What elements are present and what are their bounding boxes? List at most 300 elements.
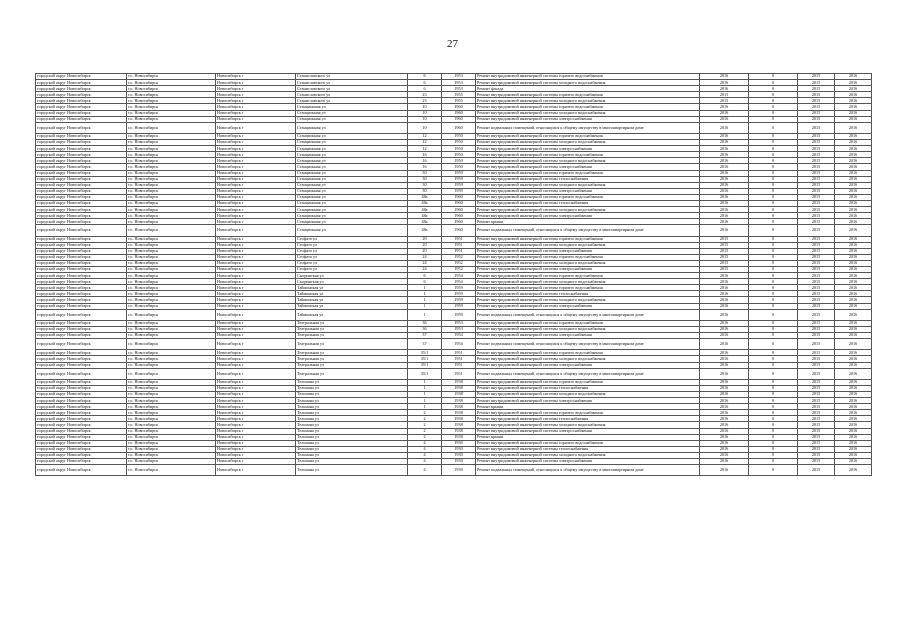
city-cell: Новосибирск г <box>216 188 296 194</box>
district-cell: г.о. Новосибирск <box>127 116 216 122</box>
street-cell: Тайминская ул <box>296 297 408 303</box>
municipality-cell: городской округ Новосибирск <box>36 146 127 152</box>
value-cell: 0 <box>749 254 798 260</box>
municipality-cell: городской округ Новосибирск <box>36 164 127 170</box>
value-cell: 0 <box>749 350 798 356</box>
work-type-cell: Ремонт внутридомовой инженерной системы теплоснабжения <box>476 176 700 182</box>
work-type-cell: Ремонт внутридомовой инженерной системы горячего водоснабжения <box>476 350 700 356</box>
house-number-cell: 1 <box>408 303 442 309</box>
street-cell: Тельмана ул <box>296 391 408 397</box>
house-number-cell: 10 <box>408 122 442 133</box>
year-built-cell: 1959 <box>442 182 476 188</box>
work-type-cell: Ремонт подвальных помещений, относящихся к общему имуществу в многоквартирном доме <box>476 339 700 350</box>
street-cell: Станиславского ул <box>296 86 408 92</box>
city-cell: Новосибирск г <box>216 110 296 116</box>
year-built-cell: 1930 <box>442 446 476 452</box>
work-type-cell: Ремонт крыши <box>476 404 700 410</box>
value-cell: 0 <box>749 213 798 219</box>
city-cell: Новосибирск г <box>216 339 296 350</box>
period-end-cell: 2016 <box>835 434 872 440</box>
year-built-cell: 1954 <box>442 273 476 279</box>
value-cell: 0 <box>749 74 798 80</box>
period-start-cell: 2015 <box>798 194 835 200</box>
period-end-cell: 2016 <box>835 333 872 339</box>
street-cell: Тельмана ул <box>296 452 408 458</box>
year-built-cell: 1938 <box>442 410 476 416</box>
work-type-cell: Ремонт внутридомовой инженерной системы горячего водоснабжения <box>476 170 700 176</box>
planned-year-cell: 2015 <box>700 92 749 98</box>
house-number-cell: 1 <box>408 404 442 410</box>
house-number-cell: 37 <box>408 333 442 339</box>
planned-year-cell: 2016 <box>700 309 749 320</box>
house-number-cell: 36 <box>408 326 442 332</box>
year-built-cell: 1959 <box>442 297 476 303</box>
house-number-cell: 1 <box>408 291 442 297</box>
period-end-cell: 2016 <box>835 391 872 397</box>
work-type-cell: Ремонт внутридомовой инженерной системы горячего водоснабжения <box>476 285 700 291</box>
work-type-cell: Ремонт внутридомовой инженерной системы электроснабжения <box>476 362 700 368</box>
planned-year-cell: 2016 <box>700 194 749 200</box>
planned-year-cell: 2016 <box>700 291 749 297</box>
city-cell: Новосибирск г <box>216 80 296 86</box>
city-cell: Новосибирск г <box>216 446 296 452</box>
house-number-cell: 35/1 <box>408 368 442 379</box>
district-cell: г.о. Новосибирск <box>127 422 216 428</box>
district-cell: г.о. Новосибирск <box>127 182 216 188</box>
period-end-cell: 2016 <box>835 267 872 273</box>
year-built-cell: 1938 <box>442 398 476 404</box>
district-cell: г.о. Новосибирск <box>127 333 216 339</box>
work-type-cell: Ремонт внутридомовой инженерной системы горячего водоснабжения <box>476 74 700 80</box>
planned-year-cell: 2016 <box>700 140 749 146</box>
planned-year-cell: 2015 <box>700 242 749 248</box>
planned-year-cell: 2016 <box>700 207 749 213</box>
street-cell: Театральная ул <box>296 368 408 379</box>
district-cell: г.о. Новосибирск <box>127 452 216 458</box>
city-cell: Новосибирск г <box>216 194 296 200</box>
value-cell: 0 <box>749 434 798 440</box>
city-cell: Новосибирск г <box>216 219 296 225</box>
district-cell: г.о. Новосибирск <box>127 80 216 86</box>
year-built-cell: 1959 <box>442 170 476 176</box>
city-cell: Новосибирск г <box>216 404 296 410</box>
period-end-cell: 2016 <box>835 146 872 152</box>
value-cell: 0 <box>749 273 798 279</box>
work-type-cell: Ремонт внутридомовой инженерной системы горячего водоснабжения <box>476 273 700 279</box>
period-end-cell: 2016 <box>835 285 872 291</box>
city-cell: Новосибирск г <box>216 92 296 98</box>
planned-year-cell: 2016 <box>700 188 749 194</box>
city-cell: Новосибирск г <box>216 356 296 362</box>
district-cell: г.о. Новосибирск <box>127 219 216 225</box>
planned-year-cell: 2016 <box>700 164 749 170</box>
year-built-cell: 1960 <box>442 104 476 110</box>
municipality-cell: городской округ Новосибирск <box>36 92 127 98</box>
year-built-cell: 1952 <box>442 254 476 260</box>
period-end-cell: 2016 <box>835 92 872 98</box>
street-cell: Станционная ул <box>296 207 408 213</box>
planned-year-cell: 2016 <box>700 80 749 86</box>
district-cell: г.о. Новосибирск <box>127 350 216 356</box>
municipality-cell: городской округ Новосибирск <box>36 236 127 242</box>
planned-year-cell: 2016 <box>700 133 749 139</box>
house-number-cell: 6 <box>408 279 442 285</box>
year-built-cell: 1959 <box>442 291 476 297</box>
period-start-cell: 2015 <box>798 398 835 404</box>
street-cell: Станционная ул <box>296 225 408 236</box>
house-number-cell: 4 <box>408 440 442 446</box>
city-cell: Новосибирск г <box>216 459 296 465</box>
house-number-cell: 48а <box>408 194 442 200</box>
period-end-cell: 2016 <box>835 170 872 176</box>
year-built-cell: 1950 <box>442 140 476 146</box>
municipality-cell: городской округ Новосибирск <box>36 333 127 339</box>
municipality-cell: городской округ Новосибирск <box>36 279 127 285</box>
year-built-cell: 1951 <box>442 368 476 379</box>
work-type-cell: Ремонт внутридомовой инженерной системы теплоснабжения <box>476 416 700 422</box>
municipality-cell: городской округ Новосибирск <box>36 391 127 397</box>
period-end-cell: 2016 <box>835 74 872 80</box>
value-cell: 0 <box>749 133 798 139</box>
period-end-cell: 2016 <box>835 459 872 465</box>
period-end-cell: 2016 <box>835 133 872 139</box>
year-built-cell: 1960 <box>442 200 476 206</box>
period-end-cell: 2016 <box>835 86 872 92</box>
district-cell: г.о. Новосибирск <box>127 398 216 404</box>
planned-year-cell: 2016 <box>700 219 749 225</box>
period-end-cell: 2016 <box>835 207 872 213</box>
municipality-cell: городской округ Новосибирск <box>36 303 127 309</box>
city-cell: Новосибирск г <box>216 254 296 260</box>
district-cell: г.о. Новосибирск <box>127 133 216 139</box>
table-row <box>36 465 872 476</box>
period-start-cell: 2015 <box>798 164 835 170</box>
district-cell: г.о. Новосибирск <box>127 404 216 410</box>
district-cell: г.о. Новосибирск <box>127 309 216 320</box>
house-number-cell: 24 <box>408 254 442 260</box>
value-cell: 0 <box>749 333 798 339</box>
work-type-cell: Ремонт внутридомовой инженерной системы горячего водоснабжения <box>476 236 700 242</box>
value-cell: 0 <box>749 267 798 273</box>
period-start-cell: 2015 <box>798 379 835 385</box>
value-cell: 0 <box>749 459 798 465</box>
value-cell: 0 <box>749 98 798 104</box>
period-start-cell: 2015 <box>798 297 835 303</box>
house-number-cell: 35/1 <box>408 356 442 362</box>
city-cell: Новосибирск г <box>216 225 296 236</box>
house-number-cell: 2 <box>408 422 442 428</box>
page-number: 27 <box>447 38 458 50</box>
district-cell: г.о. Новосибирск <box>127 146 216 152</box>
period-end-cell: 2016 <box>835 309 872 320</box>
planned-year-cell: 2015 <box>700 260 749 266</box>
work-type-cell: Ремонт внутридомовой инженерной системы горячего водоснабжения <box>476 440 700 446</box>
city-cell: Новосибирск г <box>216 116 296 122</box>
period-start-cell: 2015 <box>798 133 835 139</box>
work-type-cell: Ремонт внутридомовой инженерной системы горячего водоснабжения <box>476 410 700 416</box>
period-end-cell: 2016 <box>835 260 872 266</box>
value-cell: 0 <box>749 182 798 188</box>
period-start-cell: 2015 <box>798 260 835 266</box>
city-cell: Новосибирск г <box>216 213 296 219</box>
work-type-cell: Ремонт внутридомовой инженерной системы электроснабжения <box>476 188 700 194</box>
municipality-cell: городской округ Новосибирск <box>36 422 127 428</box>
city-cell: Новосибирск г <box>216 279 296 285</box>
planned-year-cell: 2016 <box>700 422 749 428</box>
district-cell: г.о. Новосибирск <box>127 176 216 182</box>
value-cell: 0 <box>749 188 798 194</box>
value-cell: 0 <box>749 86 798 92</box>
city-cell: Новосибирск г <box>216 104 296 110</box>
value-cell: 0 <box>749 452 798 458</box>
value-cell: 0 <box>749 207 798 213</box>
municipality-cell: городской округ Новосибирск <box>36 219 127 225</box>
municipality-cell: городской округ Новосибирск <box>36 170 127 176</box>
value-cell: 0 <box>749 104 798 110</box>
house-number-cell: 48а <box>408 225 442 236</box>
municipality-cell: городской округ Новосибирск <box>36 339 127 350</box>
period-start-cell: 2015 <box>798 422 835 428</box>
year-built-cell: 1951 <box>442 356 476 362</box>
street-cell: Стофато ул <box>296 236 408 242</box>
table-row <box>36 225 872 236</box>
house-number-cell: 6 <box>408 86 442 92</box>
planned-year-cell: 2016 <box>700 176 749 182</box>
value-cell: 0 <box>749 320 798 326</box>
planned-year-cell: 2016 <box>700 320 749 326</box>
district-cell: г.о. Новосибирск <box>127 279 216 285</box>
work-type-cell: Ремонт внутридомовой инженерной системы теплоснабжения <box>476 385 700 391</box>
house-number-cell: 6 <box>408 273 442 279</box>
year-built-cell: 1953 <box>442 74 476 80</box>
period-start-cell: 2015 <box>798 236 835 242</box>
street-cell: Театральная ул <box>296 362 408 368</box>
city-cell: Новосибирск г <box>216 303 296 309</box>
street-cell: Тельмана ул <box>296 422 408 428</box>
district-cell: г.о. Новосибирск <box>127 242 216 248</box>
period-end-cell: 2016 <box>835 465 872 476</box>
value-cell: 0 <box>749 194 798 200</box>
city-cell: Новосибирск г <box>216 133 296 139</box>
value-cell: 0 <box>749 219 798 225</box>
work-type-cell: Ремонт крыши <box>476 219 700 225</box>
city-cell: Новосибирск г <box>216 176 296 182</box>
street-cell: Станционная ул <box>296 182 408 188</box>
municipality-cell: городской округ Новосибирск <box>36 254 127 260</box>
municipality-cell: городской округ Новосибирск <box>36 213 127 219</box>
period-start-cell: 2015 <box>798 92 835 98</box>
period-start-cell: 2015 <box>798 80 835 86</box>
work-type-cell: Ремонт внутридомовой инженерной системы электроснабжения <box>476 213 700 219</box>
house-number-cell: 1 <box>408 391 442 397</box>
city-cell: Новосибирск г <box>216 200 296 206</box>
municipality-cell: городской округ Новосибирск <box>36 398 127 404</box>
work-type-cell: Ремонт внутридомовой инженерной системы теплоснабжения <box>476 200 700 206</box>
city-cell: Новосибирск г <box>216 146 296 152</box>
period-end-cell: 2016 <box>835 242 872 248</box>
street-cell: Станиславского ул <box>296 80 408 86</box>
planned-year-cell: 2016 <box>700 74 749 80</box>
planned-year-cell: 2016 <box>700 434 749 440</box>
period-start-cell: 2015 <box>798 176 835 182</box>
work-type-cell: Ремонт подвальных помещений, относящихся к общему имуществу в многоквартирном доме <box>476 122 700 133</box>
period-start-cell: 2015 <box>798 200 835 206</box>
period-start-cell: 2015 <box>798 182 835 188</box>
planned-year-cell: 2016 <box>700 385 749 391</box>
house-number-cell: 37 <box>408 339 442 350</box>
street-cell: Станционная ул <box>296 110 408 116</box>
house-number-cell: 6 <box>408 80 442 86</box>
planned-year-cell: 2016 <box>700 362 749 368</box>
period-end-cell: 2016 <box>835 368 872 379</box>
municipality-cell: городской округ Новосибирск <box>36 434 127 440</box>
district-cell: г.о. Новосибирск <box>127 200 216 206</box>
planned-year-cell: 2016 <box>700 152 749 158</box>
street-cell: Театральная ул <box>296 350 408 356</box>
planned-year-cell: 2016 <box>700 410 749 416</box>
year-built-cell: 1938 <box>442 379 476 385</box>
value-cell: 0 <box>749 110 798 116</box>
period-start-cell: 2015 <box>798 213 835 219</box>
value-cell: 0 <box>749 291 798 297</box>
planned-year-cell: 2015 <box>700 236 749 242</box>
city-cell: Новосибирск г <box>216 140 296 146</box>
year-built-cell: 1930 <box>442 459 476 465</box>
district-cell: г.о. Новосибирск <box>127 152 216 158</box>
district-cell: г.о. Новосибирск <box>127 74 216 80</box>
year-built-cell: 1955 <box>442 98 476 104</box>
year-built-cell: 1950 <box>442 146 476 152</box>
district-cell: г.о. Новосибирск <box>127 465 216 476</box>
period-end-cell: 2016 <box>835 225 872 236</box>
district-cell: г.о. Новосибирск <box>127 459 216 465</box>
period-end-cell: 2016 <box>835 116 872 122</box>
street-cell: Стофато ул <box>296 248 408 254</box>
house-number-cell: 2 <box>408 416 442 422</box>
table-row <box>36 309 872 320</box>
municipality-cell: городской округ Новосибирск <box>36 368 127 379</box>
period-start-cell: 2015 <box>798 273 835 279</box>
planned-year-cell: 2016 <box>700 182 749 188</box>
work-type-cell: Ремонт внутридомовой инженерной системы холодного водоснабжения <box>476 182 700 188</box>
district-cell: г.о. Новосибирск <box>127 254 216 260</box>
city-cell: Новосибирск г <box>216 158 296 164</box>
house-number-cell: 1 <box>408 309 442 320</box>
value-cell: 0 <box>749 140 798 146</box>
period-end-cell: 2016 <box>835 279 872 285</box>
street-cell: Тельмана ул <box>296 404 408 410</box>
city-cell: Новосибирск г <box>216 267 296 273</box>
value-cell: 0 <box>749 164 798 170</box>
house-number-cell: 20 <box>408 236 442 242</box>
period-start-cell: 2015 <box>798 242 835 248</box>
work-type-cell: Ремонт внутридомовой инженерной системы электроснабжения <box>476 248 700 254</box>
house-number-cell: 12 <box>408 133 442 139</box>
work-type-cell: Ремонт внутридомовой инженерной системы холодного водоснабжения <box>476 356 700 362</box>
district-cell: г.о. Новосибирск <box>127 86 216 92</box>
house-number-cell: 35/1 <box>408 362 442 368</box>
value-cell: 0 <box>749 362 798 368</box>
house-number-cell: 30 <box>408 176 442 182</box>
house-number-cell: 24 <box>408 267 442 273</box>
period-end-cell: 2016 <box>835 80 872 86</box>
planned-year-cell: 2016 <box>700 86 749 92</box>
period-end-cell: 2016 <box>835 98 872 104</box>
value-cell: 0 <box>749 326 798 332</box>
city-cell: Новосибирск г <box>216 410 296 416</box>
period-end-cell: 2016 <box>835 152 872 158</box>
city-cell: Новосибирск г <box>216 350 296 356</box>
city-cell: Новосибирск г <box>216 333 296 339</box>
work-type-cell: Ремонт внутридомовой инженерной системы холодного водоснабжения <box>476 422 700 428</box>
period-start-cell: 2015 <box>798 320 835 326</box>
district-cell: г.о. Новосибирск <box>127 391 216 397</box>
value-cell: 0 <box>749 368 798 379</box>
house-number-cell: 20 <box>408 242 442 248</box>
value-cell: 0 <box>749 391 798 397</box>
period-start-cell: 2015 <box>798 158 835 164</box>
city-cell: Новосибирск г <box>216 320 296 326</box>
municipality-cell: городской округ Новосибирск <box>36 404 127 410</box>
house-number-cell: 48а <box>408 200 442 206</box>
period-start-cell: 2015 <box>798 440 835 446</box>
value-cell: 0 <box>749 236 798 242</box>
house-number-cell: 16 <box>408 152 442 158</box>
district-cell: г.о. Новосибирск <box>127 122 216 133</box>
planned-year-cell: 2016 <box>700 116 749 122</box>
period-end-cell: 2016 <box>835 200 872 206</box>
street-cell: Театральная ул <box>296 333 408 339</box>
work-type-cell: Ремонт внутридомовой инженерной системы электроснабжения <box>476 459 700 465</box>
value-cell: 0 <box>749 170 798 176</box>
year-built-cell: 1938 <box>442 422 476 428</box>
house-number-cell: 4 <box>408 452 442 458</box>
district-cell: г.о. Новосибирск <box>127 92 216 98</box>
street-cell: Театральная ул <box>296 356 408 362</box>
year-built-cell: 1959 <box>442 285 476 291</box>
period-end-cell: 2016 <box>835 440 872 446</box>
street-cell: Станционная ул <box>296 200 408 206</box>
city-cell: Новосибирск г <box>216 428 296 434</box>
municipality-cell: городской округ Новосибирск <box>36 110 127 116</box>
work-type-cell: Ремонт подвальных помещений, относящихся к общему имуществу в многоквартирном доме <box>476 465 700 476</box>
district-cell: г.о. Новосибирск <box>127 207 216 213</box>
district-cell: г.о. Новосибирск <box>127 225 216 236</box>
planned-year-cell: 2016 <box>700 379 749 385</box>
year-built-cell: 1951 <box>442 350 476 356</box>
municipality-cell: городской округ Новосибирск <box>36 86 127 92</box>
district-cell: г.о. Новосибирск <box>127 410 216 416</box>
municipality-cell: городской округ Новосибирск <box>36 362 127 368</box>
value-cell: 0 <box>749 404 798 410</box>
year-built-cell: 1950 <box>442 164 476 170</box>
period-end-cell: 2016 <box>835 303 872 309</box>
work-type-cell: Ремонт внутридомовой инженерной системы холодного водоснабжения <box>476 242 700 248</box>
period-end-cell: 2016 <box>835 404 872 410</box>
year-built-cell: 1951 <box>442 242 476 248</box>
district-cell: г.о. Новосибирск <box>127 356 216 362</box>
street-cell: Стофато ул <box>296 267 408 273</box>
period-end-cell: 2016 <box>835 356 872 362</box>
street-cell: Тельмана ул <box>296 385 408 391</box>
period-start-cell: 2015 <box>798 391 835 397</box>
house-number-cell: 30 <box>408 188 442 194</box>
street-cell: Станционная ул <box>296 213 408 219</box>
period-start-cell: 2015 <box>798 452 835 458</box>
district-cell: г.о. Новосибирск <box>127 104 216 110</box>
year-built-cell: 1953 <box>442 320 476 326</box>
city-cell: Новосибирск г <box>216 362 296 368</box>
